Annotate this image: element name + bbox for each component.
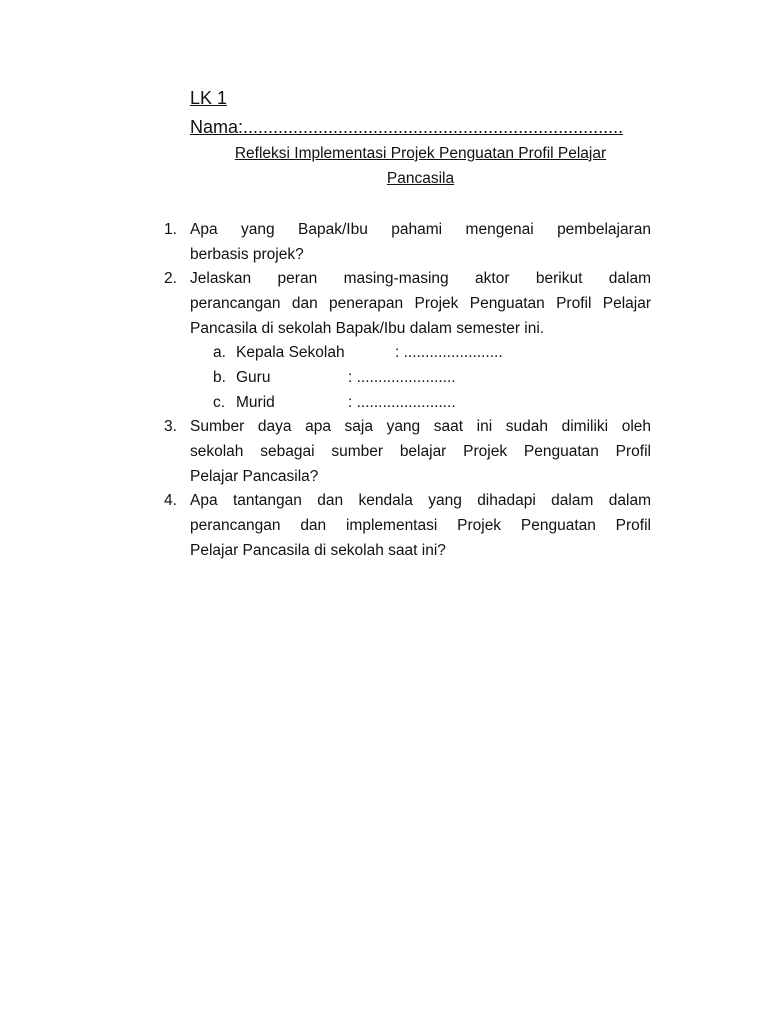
question-number: 1. xyxy=(164,221,177,238)
question-line: Pancasila di sekolah Bapak/Ibu dalam semester ini. xyxy=(190,320,545,337)
sub-item-answer-dots: : ....................... xyxy=(348,369,456,386)
question-line: Apa tantangan dan kendala yang dihadapi dalam dalam xyxy=(190,492,651,509)
sub-item-label: Guru xyxy=(236,369,271,386)
question-line: Apa yang Bapak/Ibu pahami mengenai pembelajaran xyxy=(190,221,651,238)
sub-item-answer-dots: : ....................... xyxy=(348,394,456,411)
question-line: perancangan dan implementasi Projek Penguatan Profil xyxy=(190,517,651,534)
question-line: Pelajar Pancasila di sekolah saat ini? xyxy=(190,542,446,559)
question-line: berbasis projek? xyxy=(190,246,304,263)
sub-item-label: Murid xyxy=(236,394,275,411)
document-title-line-2: Pancasila xyxy=(386,170,455,187)
question-number: 3. xyxy=(164,418,177,435)
question-line: perancangan dan penerapan Projek Penguatan Profil Pelajar xyxy=(190,295,651,312)
sub-item-letter: a. xyxy=(213,344,226,361)
question-number: 2. xyxy=(164,270,177,287)
worksheet-label: LK 1 xyxy=(190,88,228,108)
question-number: 4. xyxy=(164,492,177,509)
sub-item-letter: b. xyxy=(213,369,226,386)
question-line: Pelajar Pancasila? xyxy=(190,468,319,485)
question-line: sekolah sebagai sumber belajar Projek Penguatan Profil xyxy=(190,443,651,460)
document-title-line-1: Refleksi Implementasi Projek Penguatan Profil Pelajar xyxy=(234,145,607,162)
sub-item-answer-dots: : ....................... xyxy=(395,344,503,361)
question-line: Sumber daya apa saja yang saat ini sudah dimiliki oleh xyxy=(190,418,651,435)
sub-item-letter: c. xyxy=(213,394,226,411)
name-field-line: Nama:............................................................................ xyxy=(190,117,624,137)
question-line: Jelaskan peran masing-masing aktor berikut dalam xyxy=(190,270,651,287)
sub-item-label: Kepala Sekolah xyxy=(236,344,345,361)
